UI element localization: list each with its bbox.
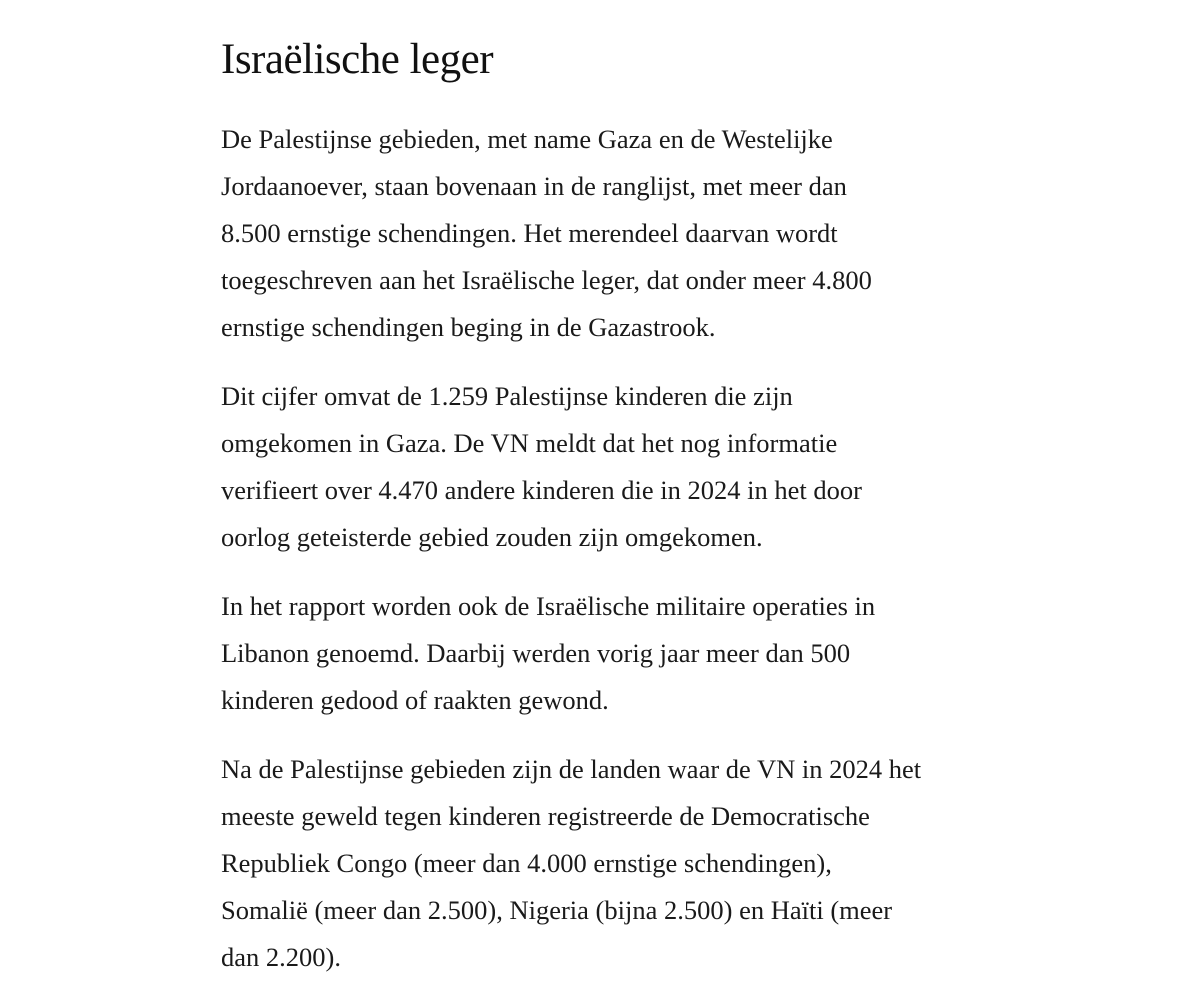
paragraph-line: omgekomen in Gaza. De VN meldt dat het nog informatie xyxy=(221,428,838,458)
paragraph-line: toegeschreven aan het Israëlische leger, dat onder meer 4.800 xyxy=(221,265,872,295)
paragraph-line: dan 2.200). xyxy=(221,942,341,972)
paragraph-line: Jordaanoever, staan bovenaan in de ranglijst, met meer dan xyxy=(221,171,847,201)
paragraph-line: Dit cijfer omvat de 1.259 Palestijnse kinderen die zijn xyxy=(221,381,793,411)
paragraph-line: Na de Palestijnse gebieden zijn de landen waar de VN in 2024 het xyxy=(221,754,922,784)
paragraph-line: meeste geweld tegen kinderen registreerde de Democratische xyxy=(221,801,870,831)
paragraph-line: verifieert over 4.470 andere kinderen die in 2024 in het door xyxy=(221,475,862,505)
paragraph-1 xyxy=(221,116,991,351)
paragraph-2 xyxy=(221,373,991,561)
paragraph-3 xyxy=(221,583,991,724)
section-heading: Israëlische leger xyxy=(221,36,494,83)
paragraph-line: 8.500 ernstige schendingen. Het merendeel daarvan wordt xyxy=(221,218,838,248)
paragraph-4 xyxy=(221,746,991,981)
article-body xyxy=(221,30,991,1003)
paragraph-line: De Palestijnse gebieden, met name Gaza en de Westelijke xyxy=(221,124,833,154)
paragraph-line: Republiek Congo (meer dan 4.000 ernstige schendingen), xyxy=(221,848,832,878)
paragraph-line: kinderen gedood of raakten gewond. xyxy=(221,685,609,715)
paragraph-line: oorlog geteisterde gebied zouden zijn omgekomen. xyxy=(221,522,763,552)
paragraph-line: ernstige schendingen beging in de Gazastrook. xyxy=(221,312,716,342)
paragraph-line: Libanon genoemd. Daarbij werden vorig jaar meer dan 500 xyxy=(221,638,851,668)
paragraph-line: Somalië (meer dan 2.500), Nigeria (bijna 2.500) en Haïti (meer xyxy=(221,895,893,925)
paragraph-line: In het rapport worden ook de Israëlische militaire operaties in xyxy=(221,591,876,621)
